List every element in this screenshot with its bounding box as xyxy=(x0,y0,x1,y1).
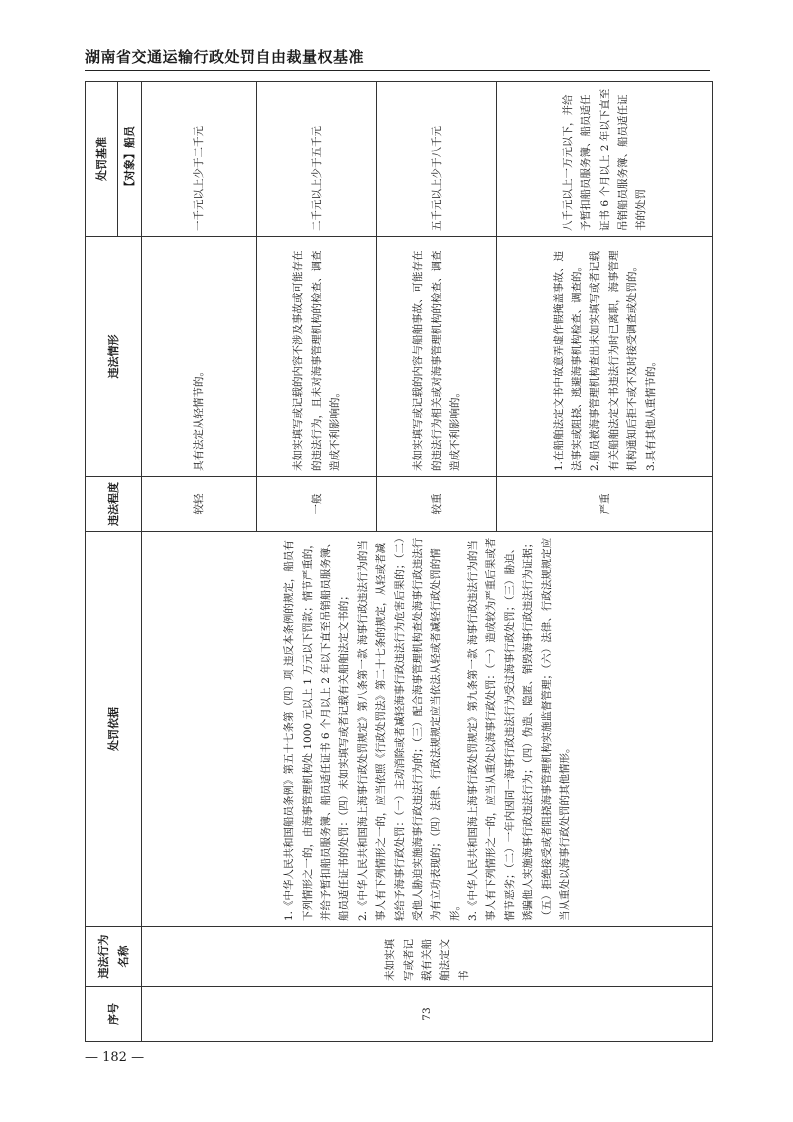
header-violation-degree: 违法程度 xyxy=(86,477,142,532)
cell-degree-light: 较轻 xyxy=(142,477,257,532)
header-violation-situation: 违法情形 xyxy=(86,237,142,477)
cell-degree-heavier: 较重 xyxy=(377,477,497,532)
cell-situation-heavier xyxy=(377,237,497,477)
situation-severe-item-1: 1.在船舶法定文书中故意弄虚作假掩盖事故、违法事实或阻挠、逃避海事机构检查、调查的。 xyxy=(552,250,583,471)
cell-situation-light xyxy=(142,237,257,477)
basis-item-3: 3.《中华人民共和国海上海事行政处罚规定》第九条第一款 海事行政违法行为的当事人有下列情形之一的，应当从重处以海事行政处罚：（一）造成较为严重后果或者情节恶劣；（二）一年内因同一海事行政违法行为受过海事行政处罚；（三）胁迫、诱骗他人实施海事行政违法行为；（四）伪造、隐匿、销毁海事行政违法行为证据；（五）拒绝接受或者阻挠海事管理机构实施监督管理；（六）法律、行政法规规定应当从重处以海事行政处罚的其他情形。 xyxy=(467,537,571,921)
header-seq: 序号 xyxy=(86,987,142,1042)
header-violation-name: 违法行为名称 xyxy=(86,927,142,987)
cell-penalty-basis xyxy=(142,532,713,927)
cell-seq: 73 xyxy=(142,987,713,1042)
header-penalty-standard: 处罚基准 xyxy=(86,82,118,237)
situation-normal-text: 未如实填写或记载的内容不涉及事故或可能存在的违法行为，且未对海事管理机构的检查、调查造成不利影响的。 xyxy=(292,250,341,471)
situation-severe-item-3: 3.具有其他从重情节的。 xyxy=(644,355,657,471)
cell-violation-name: 未如实填写或者记载有关船舶法定文书 xyxy=(142,927,713,987)
cell-degree-normal: 一般 xyxy=(257,477,377,532)
table-header-row xyxy=(86,82,118,1042)
header-rule xyxy=(85,70,710,71)
situation-light-text: 具有法定从轻情节的。 xyxy=(193,366,206,471)
cell-situation-normal xyxy=(257,237,377,477)
basis-item-2: 2.《中华人民共和国海上海事行政处罚规定》第八条第一款 海事行政违法行为的当事人有下列情形之一的，应当依照《行政处罚法》第二十七条的规定，从轻或者减轻给予海事行政处罚：（一）主动消除或者减轻海事行政违法行为危害后果的；（二）受他人胁迫实施海事行政违法行为的；（三）配合海事管理机构查处海事行政违法行为有立功表现的；（四）法律、行政法规规定应当依法从轻或者减轻行政处罚的情形。 xyxy=(356,537,461,921)
cell-standard-light: 一千元以上少于二千元 xyxy=(142,82,257,237)
header-penalty-basis: 处罚依据 xyxy=(86,532,142,927)
cell-standard-heavier: 五千元以上少于八千元 xyxy=(377,82,497,237)
page-number: — 182 — xyxy=(85,1050,145,1065)
situation-severe-item-2: 2.船员被海事管理机构查出未如实填写或者记载有关船舶法定文书违法行为时已离职，海事管理机构通知后拒不或不及时接受调查或处罚的。 xyxy=(589,250,639,471)
situation-heavier-text: 未如实填写或记载的内容与船舶事故、可能存在的违法行为相关或对海事管理机构的检查、调查造成不利影响的。 xyxy=(412,250,461,471)
cell-standard-normal: 二千元以上少于五千元 xyxy=(257,82,377,237)
penalty-standard-table xyxy=(85,81,713,1042)
cell-degree-severe: 严重 xyxy=(497,477,713,532)
rotated-table-container xyxy=(85,82,710,1042)
table-row xyxy=(142,82,257,1042)
header-subject: 【对象】船员 xyxy=(118,82,142,237)
cell-standard-severe: 八千元以上一万元以下，并给予暂扣船员服务簿、船员适任证书 6 个月以上 2 年以下直至吊销船员服务簿、船员适任证书的处罚 xyxy=(497,82,713,237)
basis-item-1: 1.《中华人民共和国船员条例》第五十七条第（四）项 违反本条例的规定，船员有下列情形之一的，由海事管理机构处 1000 元以上 1 万元以下罚款；情节严重的，并给予暂扣船员服务簿、船员适任证书 6 个月以上 2 年以下直至吊销船员服务簿、船员适任证书的处罚：（四）未如实填写或者记载有关船舶法定文书的； xyxy=(283,537,351,921)
page-header-title: 湖南省交通运输行政处罚自由裁量权基准 xyxy=(85,48,365,66)
cell-situation-severe xyxy=(497,237,713,477)
